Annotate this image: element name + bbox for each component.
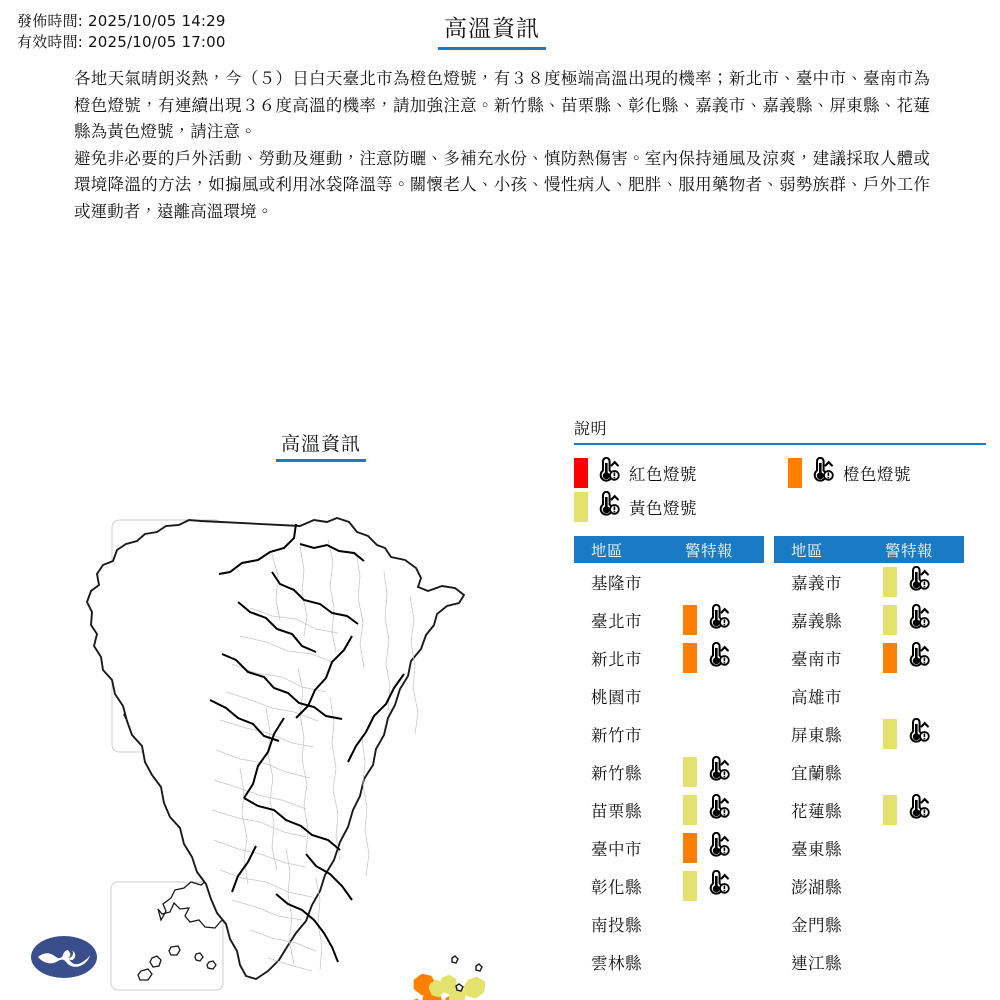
color-swatch-yellow — [683, 871, 697, 901]
thermometer-warning-icon — [702, 642, 730, 674]
table-row[interactable] — [574, 563, 764, 601]
region-name: 桃園市 — [591, 688, 642, 707]
region-name: 嘉義市 — [791, 574, 842, 593]
thermometer-warning-icon — [902, 604, 930, 636]
alert-cell — [683, 829, 730, 867]
region-table-right — [774, 536, 964, 981]
region-name: 花蓮縣 — [791, 802, 842, 821]
table-row[interactable] — [774, 829, 964, 867]
color-swatch-orange — [683, 643, 697, 673]
header-bar — [0, 0, 1000, 58]
color-swatch-yellow — [683, 757, 697, 787]
table-row[interactable] — [574, 791, 764, 829]
region-name: 連江縣 — [791, 954, 842, 973]
legend-item-yellow — [574, 490, 788, 524]
alert-cell — [883, 791, 930, 829]
region-name: 屏東縣 — [791, 726, 842, 745]
legend-label-yellow: 黃色燈號 — [629, 499, 697, 518]
thermometer-warning-icon — [702, 870, 730, 902]
table-row[interactable] — [774, 867, 964, 905]
region-name: 臺中市 — [591, 840, 642, 859]
taiwan-alert-map[interactable] — [0, 468, 560, 1000]
thermometer-warning-icon — [902, 642, 930, 674]
thermometer-warning-icon — [902, 718, 930, 750]
table-row[interactable] — [774, 677, 964, 715]
region-name: 新竹市 — [591, 726, 642, 745]
alert-cell — [683, 791, 730, 829]
table-row[interactable] — [574, 905, 764, 943]
table-row[interactable] — [574, 867, 764, 905]
map-panel — [0, 420, 560, 1000]
islet — [456, 984, 463, 991]
table-row[interactable] — [774, 791, 964, 829]
thermometer-warning-icon — [902, 794, 930, 826]
alert-cell — [883, 639, 930, 677]
map-title: 高溫資訊 — [276, 432, 366, 462]
thermometer-warning-icon — [702, 756, 730, 788]
table-header-left — [574, 536, 764, 563]
region-table-left — [574, 536, 764, 981]
cwa-wave-logo — [30, 935, 98, 979]
region-name: 苗栗縣 — [591, 802, 642, 821]
legend-item-red — [574, 456, 788, 490]
table-row[interactable] — [574, 753, 764, 791]
thermometer-warning-icon — [806, 457, 834, 489]
region-name: 澎湖縣 — [791, 878, 842, 897]
region-name: 基隆市 — [591, 574, 642, 593]
info-panel — [574, 418, 986, 981]
thermometer-warning-icon — [592, 457, 620, 489]
table-row[interactable] — [774, 563, 964, 601]
alert-cell — [683, 753, 730, 791]
table-row[interactable] — [574, 715, 764, 753]
thermometer-warning-icon — [902, 566, 930, 598]
table-row[interactable] — [574, 639, 764, 677]
region-name: 高雄市 — [791, 688, 842, 707]
color-swatch-orange — [683, 833, 697, 863]
page-title: 高溫資訊 — [438, 15, 546, 50]
table-row[interactable] — [774, 715, 964, 753]
table-row[interactable] — [574, 677, 764, 715]
alert-cell — [683, 867, 730, 905]
islet — [476, 964, 482, 971]
legend-list — [574, 456, 986, 524]
legend-label-red: 紅色燈號 — [629, 465, 697, 484]
column-header-alert: 警特報 — [885, 541, 934, 560]
color-swatch-orange — [683, 605, 697, 635]
region-name: 臺南市 — [791, 650, 842, 669]
table-row[interactable] — [574, 943, 764, 981]
thermometer-warning-icon — [702, 794, 730, 826]
region-name: 新北市 — [591, 650, 642, 669]
region-name: 彰化縣 — [591, 878, 642, 897]
legend-row — [574, 490, 986, 524]
alert-areas-yellow — [226, 975, 542, 1000]
region-name: 嘉義縣 — [791, 612, 842, 631]
color-swatch-yellow — [883, 795, 897, 825]
region-name: 宜蘭縣 — [791, 764, 842, 783]
color-swatch-yellow — [883, 719, 897, 749]
table-row[interactable] — [574, 829, 764, 867]
region-name: 新竹縣 — [591, 764, 642, 783]
color-swatch-yellow — [683, 795, 697, 825]
table-header-right — [774, 536, 964, 563]
legend-row — [574, 456, 986, 490]
valid-time: 有效時間: 2025/10/05 17:00 — [17, 33, 226, 51]
thermometer-warning-icon — [702, 832, 730, 864]
issue-times — [17, 11, 226, 53]
alert-cell — [883, 563, 930, 601]
advisory-text — [74, 66, 930, 225]
legend-heading: 說明 — [574, 418, 986, 445]
advisory-paragraph-2: 避免非必要的戶外活動、勞動及運動，注意防曬、多補充水份、慎防熱傷害。室內保持通風及涼爽，建議採取人體或環境降溫的方法，如搧風或利用冰袋降溫等。關懷老人、小孩、慢性病人、肥胖、服用藥物者、弱勢族群、戶外工作或運動者，遠離高溫環境。 — [74, 148, 930, 221]
color-swatch-orange — [788, 458, 802, 488]
alert-cell — [683, 639, 730, 677]
column-header-region: 地區 — [791, 541, 824, 560]
table-row[interactable] — [774, 943, 964, 981]
legend-item-orange — [788, 456, 911, 490]
table-row[interactable] — [774, 639, 964, 677]
color-swatch-yellow — [574, 492, 588, 522]
table-row[interactable] — [574, 601, 764, 639]
islet — [452, 956, 458, 963]
advisory-paragraph-1: 各地天氣晴朗炎熱，今（５）日白天臺北市為橙色燈號，有３８度極端高溫出現的機率；新北市、臺中市、臺南市為橙色燈號，有連續出現３６度高溫的機率，請加強注意。新竹縣、苗栗縣、彰化縣、嘉義市、嘉義縣、屏東縣、花蓮縣為黃色燈號，請注意。 — [74, 69, 930, 141]
thermometer-warning-icon — [702, 604, 730, 636]
region-name: 南投縣 — [591, 916, 642, 935]
table-row[interactable] — [774, 753, 964, 791]
color-swatch-orange — [883, 643, 897, 673]
color-swatch-yellow — [883, 567, 897, 597]
region-name: 臺東縣 — [791, 840, 842, 859]
region-rows-left — [574, 563, 764, 981]
region-tables — [574, 536, 986, 981]
alert-cell — [883, 715, 930, 753]
color-swatch-red — [574, 458, 588, 488]
column-header-region: 地區 — [591, 541, 624, 560]
region-name: 雲林縣 — [591, 954, 642, 973]
issue-time: 發佈時間: 2025/10/05 14:29 — [17, 12, 226, 30]
alert-cell — [883, 601, 930, 639]
region-rows-right — [774, 563, 964, 981]
legend-label-orange: 橙色燈號 — [843, 465, 911, 484]
color-swatch-yellow — [883, 605, 897, 635]
column-header-alert: 警特報 — [685, 541, 734, 560]
table-row[interactable] — [774, 905, 964, 943]
alert-cell — [683, 601, 730, 639]
table-row[interactable] — [774, 601, 964, 639]
region-name: 金門縣 — [791, 916, 842, 935]
thermometer-warning-icon — [592, 491, 620, 523]
region-name: 臺北市 — [591, 612, 642, 631]
